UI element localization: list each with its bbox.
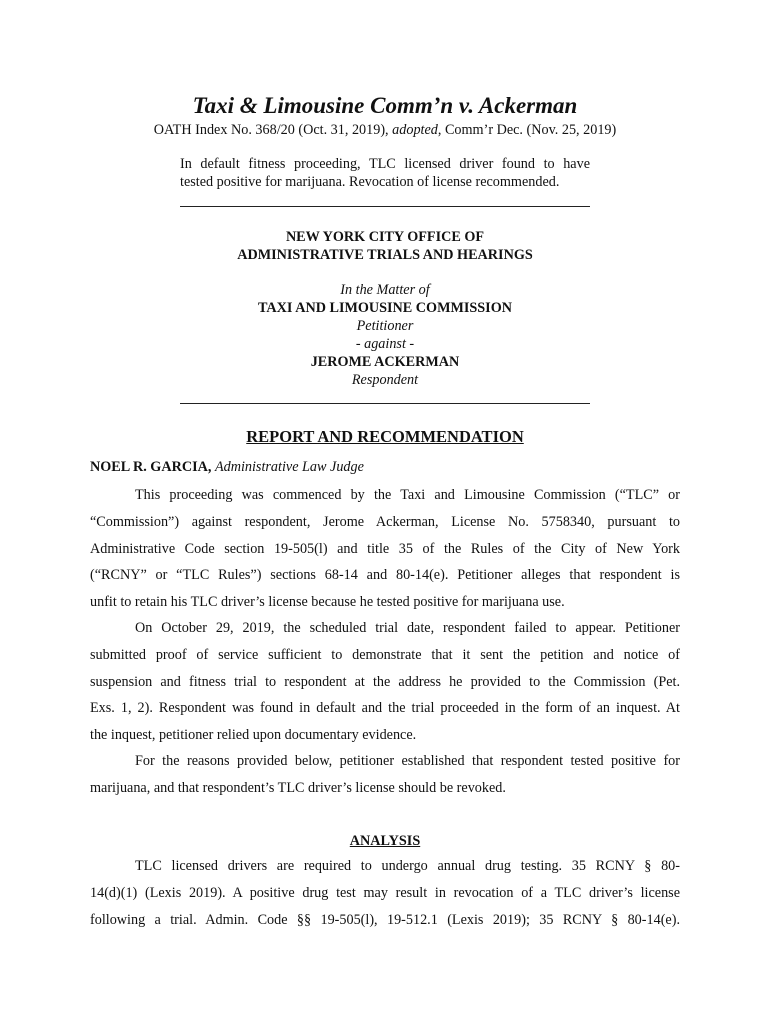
analysis-paragraph (90, 853, 680, 933)
case-citation (0, 121, 770, 139)
paragraph-line: following a trial. Admin. Code §§ 19-505(l), 19-512.1 (Lexis 2019); 35 RCNY § 80-14(e). (90, 911, 680, 928)
respondent-role: Respondent (351, 372, 419, 388)
petitioner-role: Petitioner (356, 318, 414, 334)
paragraph-line: On October 29, 2019, the scheduled trial date, respondent failed to appear. Petitioner (135, 620, 680, 636)
paragraph-line: For the reasons provided below, petitioner established that respondent tested positive for (135, 753, 680, 769)
citation-prefix: OATH Index No. 368/20 (Oct. 31, 2019), (153, 122, 389, 138)
citation-suffix: , Comm’r Dec. (Nov. 25, 2019) (437, 122, 617, 138)
case-title: Taxi & Limousine Comm’n v. Ackerman (192, 93, 578, 118)
report-heading: REPORT AND RECOMMENDATION (246, 427, 524, 446)
summary-line: tested positive for marijuana. Revocation of license recommended. (180, 174, 560, 190)
agency-line: NEW YORK CITY OFFICE OF (285, 229, 485, 245)
summary-line: In default fitness proceeding, TLC licensed driver found to have (180, 156, 590, 172)
agency-name (0, 228, 770, 264)
judge-name: NOEL R. GARCIA, (90, 459, 212, 475)
agency-line: ADMINISTRATIVE TRIALS AND HEARINGS (237, 247, 533, 263)
petitioner-name: TAXI AND LIMOUSINE COMMISSION (258, 300, 512, 316)
respondent-name: JEROME ACKERMAN (310, 354, 460, 370)
against-label: - against - (355, 336, 415, 352)
case-caption (0, 281, 770, 389)
paragraph-line: submitted proof of service sufficient to demonstrate that it sent the petition and notice of (90, 646, 680, 663)
paragraph-line: “Commission”) against respondent, Jerome Ackerman, License No. 5758340, pursuant to (90, 513, 680, 530)
paragraph-line: TLC licensed drivers are required to undergo annual drug testing. 35 RCNY § 80- (135, 858, 680, 874)
paragraph-line: 14(d)(1) (Lexis 2019). A positive drug test may result in revocation of a TLC driver’s license (90, 884, 680, 901)
case-summary (180, 155, 590, 191)
paragraph-line: Exs. 1, 2). Respondent was found in default and the trial proceeded in the form of an inquest. At (90, 700, 680, 717)
divider (180, 403, 590, 404)
judge-line (90, 458, 364, 476)
judge-title: Administrative Law Judge (214, 459, 364, 475)
analysis-heading: ANALYSIS (349, 833, 421, 849)
paragraph-3 (90, 748, 680, 802)
paragraph-1 (90, 482, 680, 616)
paragraph-line: suspension and fitness trial to respondent at the address he provided to the Commission (Pet. (90, 673, 680, 690)
paragraph-line: (“RCNY” or “TLC Rules”) sections 68-14 and 80-14(e). Petitioner alleges that respondent is (90, 567, 680, 584)
paragraph-2 (90, 615, 680, 749)
paragraph-line: This proceeding was commenced by the Taxi and Limousine Commission (“TLC” or (135, 487, 680, 503)
citation-adopted: adopted (392, 122, 438, 138)
paragraph-line: unfit to retain his TLC driver’s license because he tested positive for marijuana use. (90, 594, 565, 611)
paragraph-line: the inquest, petitioner relied upon documentary evidence. (90, 727, 417, 744)
paragraph-line: marijuana, and that respondent’s TLC driver’s license should be revoked. (90, 779, 506, 796)
paragraph-line: Administrative Code section 19-505(l) and title 35 of the Rules of the City of New York (90, 540, 680, 557)
divider (180, 206, 590, 207)
in-the-matter-label: In the Matter of (340, 282, 430, 298)
